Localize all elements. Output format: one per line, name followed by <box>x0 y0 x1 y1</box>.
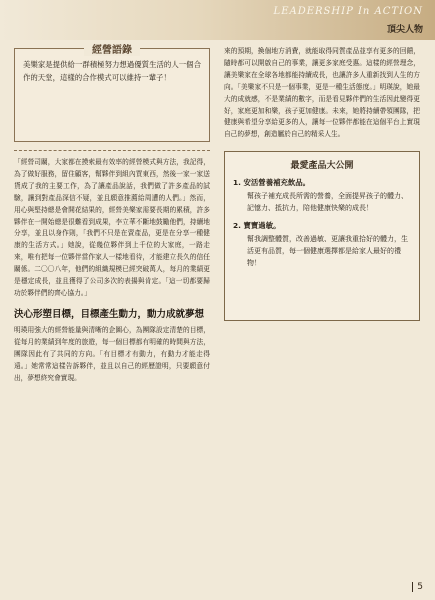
body-paragraph: 「經營司關，大家都在摸索最有效率的經營模式與方法，我記得，為了做好服務，留住顧客，幫夥伴到組內買東西，然後一家一家送貨成了我的主要工作，為了讓產品說話，我們做了許多產品的試驗，讓到對產品深信不疑，並且願意推薦給周遭的人們。」然而，用心與堅持總是會開花結果的，經營美樂家需要長期的累積，許多夥伴在一開始總是很難看到成果，李立華不斷地鼓勵他們，持續地分享，並且以身作則，「我們不只是在賣產品，更是在分享一種健康的生活方式。」她說，從幾位夥伴到上千位的大家庭，一路走來，唯有把每一位夥伴當作家人一樣地看待，才能建立長久的信任關係。二〇〇八年，他們的組織規模已經突破萬人，每月的業績更是穩定成長，並且獲得了公司多次的表揚與肯定。「這一切都要歸功於夥伴們的齊心協力。」 <box>14 158 210 297</box>
quote-box <box>14 45 210 142</box>
header-title-en: LEADERSHIP In ACTION <box>273 6 423 17</box>
body-paragraph: 來的預期，換個地方消費，就能取得同質產品並享有更多的回饋，隨時都可以開啟自己的事業，讓更多家庭受惠。這樣的經營理念，讓美樂家在全球各地都能持續成長，也讓許多人重新找到人生的方向。「美樂家不只是一個事業，更是一種生活態度。」明瑛說，她最大的成就感，不是業績的數字，而是看見夥伴們的生活因此變得更好，家庭更加和樂，孩子更加健康。未來，她將持續帶領團隊，把健康與希望分享給更多的人，讓每一位夥伴都能在這個平台上實現自己的夢想，創造屬於自己的精采人生。 <box>224 47 420 139</box>
page-number: 5 <box>412 582 423 592</box>
section-heading: 決心形塑目標，目標產生動力，動力成就夢想 <box>14 308 205 320</box>
right-column <box>224 46 420 321</box>
header-title-zh: 頂尖人物 <box>386 25 423 35</box>
divider <box>14 150 210 151</box>
favorite-product-desc: 幫我調整體質，改善過敏、更讓我重拾好的體力，生活更有品質，每一個健康選擇都是給家人最好的禮物！ <box>247 235 408 268</box>
favorite-product-name: 1. 安活營養補充飲品。 <box>233 178 311 188</box>
favorite-product-name: 2. 寶寶過敏。 <box>233 221 281 231</box>
quote-title: 經營語錄 <box>84 41 140 56</box>
favorite-product-item <box>233 177 411 214</box>
header-band <box>0 0 435 40</box>
favorite-product-item <box>233 220 411 269</box>
favorite-product-desc: 幫孩子補充成長所需的營養，全面提昇孩子的體力、記憶力、抵抗力，陪他健康快樂的成長！ <box>247 192 408 213</box>
favorite-products-title: 最愛產品大公開 <box>290 161 354 172</box>
quote-text: 美樂家是提供給一群積極努力想過優質生活的人一個合作的天堂，這樣的合作模式可以維持一輩子！ <box>23 60 201 82</box>
favorite-products-box <box>224 151 420 321</box>
body-paragraph: 明瑛用強大的經營能量與清晰的企圖心，為團隊設定清楚的目標，從每月的業績到年度的旅遊，每一個目標都有明確的時間與方法，團隊因此有了共同的方向。「有目標才有動力，有動力才能走得遠。」她常常這樣告訴夥伴，並且以自己的經歷證明，只要願意付出，夢想終究會實現。 <box>14 325 210 382</box>
left-column <box>14 46 210 384</box>
